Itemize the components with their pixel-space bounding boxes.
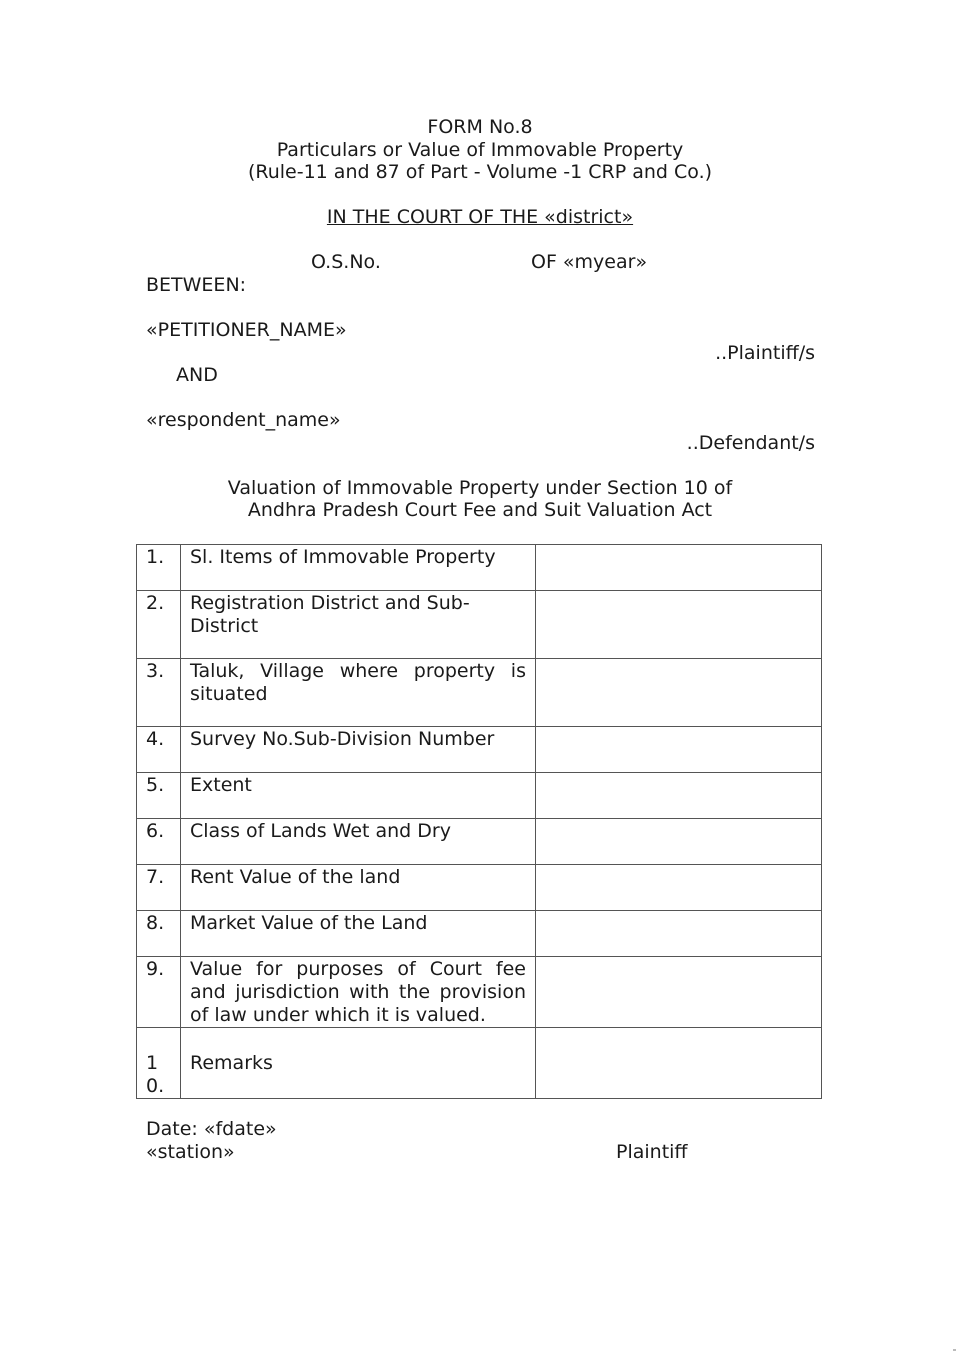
row-value bbox=[536, 865, 822, 911]
plaintiff-role: ..Plaintiff/s bbox=[715, 342, 815, 364]
table-row bbox=[137, 659, 822, 727]
row-value bbox=[536, 1028, 822, 1099]
row-item-cell bbox=[181, 1028, 536, 1099]
row-number: 6. bbox=[137, 819, 181, 865]
row-item: Sl. Items of Immovable Property bbox=[181, 545, 536, 591]
between-label: BETWEEN: bbox=[146, 274, 247, 296]
table-row bbox=[137, 591, 822, 659]
row-number: 3. bbox=[137, 659, 181, 727]
row-value bbox=[536, 911, 822, 957]
defendant-role: ..Defendant/s bbox=[686, 432, 815, 454]
row-number: 2. bbox=[137, 591, 181, 659]
row-value bbox=[536, 727, 822, 773]
row-item: Remarks bbox=[190, 1052, 273, 1074]
row-item: Taluk, Village where property is situated bbox=[181, 659, 536, 727]
court-heading-text: IN THE COURT OF THE «district» bbox=[326, 206, 634, 228]
court-heading bbox=[0, 206, 960, 229]
table-row bbox=[137, 911, 822, 957]
table-row bbox=[137, 727, 822, 773]
form-title: Particulars or Value of Immovable Property bbox=[276, 139, 684, 161]
row-value bbox=[536, 545, 822, 591]
row-number: 8. bbox=[137, 911, 181, 957]
form-rule-reference: (Rule-11 and 87 of Part - Volume -1 CRP and Co.) bbox=[247, 161, 713, 183]
and-label: AND bbox=[176, 364, 218, 386]
footer-signature-label: Plaintiff bbox=[616, 1141, 688, 1163]
footer-date: Date: «fdate» bbox=[146, 1118, 277, 1140]
row-item: Class of Lands Wet and Dry bbox=[181, 819, 536, 865]
row-item: Extent bbox=[181, 773, 536, 819]
row-number: 4. bbox=[137, 727, 181, 773]
os-number-label: O.S.No. bbox=[311, 251, 381, 273]
valuation-heading-line1: Valuation of Immovable Property under Section 10 of bbox=[227, 477, 733, 499]
row-number: 1. bbox=[137, 545, 181, 591]
respondent-name: «respondent_name» bbox=[146, 409, 341, 431]
row-item: Registration District and Sub-District bbox=[181, 591, 536, 659]
footer-station: «station» bbox=[146, 1141, 235, 1163]
row-value bbox=[536, 773, 822, 819]
row-value bbox=[536, 659, 822, 727]
row-item: Survey No.Sub-Division Number bbox=[181, 727, 536, 773]
table-row bbox=[137, 957, 822, 1028]
row-number: 7. bbox=[137, 865, 181, 911]
petitioner-name: «PETITIONER_NAME» bbox=[146, 319, 347, 341]
row-number: 9. bbox=[137, 957, 181, 1028]
property-table bbox=[136, 544, 822, 1099]
row-value bbox=[536, 591, 822, 659]
row-item: Market Value of the Land bbox=[181, 911, 536, 957]
row-number: 5. bbox=[137, 773, 181, 819]
case-year: OF «myear» bbox=[531, 251, 648, 273]
valuation-heading-line2: Andhra Pradesh Court Fee and Suit Valuation Act bbox=[247, 499, 713, 521]
form-number: FORM No.8 bbox=[427, 116, 533, 138]
table-row bbox=[137, 819, 822, 865]
table-row bbox=[137, 773, 822, 819]
table-row bbox=[137, 1028, 822, 1099]
row-item: Value for purposes of Court fee and jurisdiction with the provision of law under which it is valued. bbox=[181, 957, 536, 1028]
table-row bbox=[137, 865, 822, 911]
row-number-cell bbox=[137, 1028, 181, 1099]
row-item: Rent Value of the land bbox=[181, 865, 536, 911]
row-number: 10. bbox=[146, 1052, 165, 1097]
table-row bbox=[137, 545, 822, 591]
row-value bbox=[536, 957, 822, 1028]
row-value bbox=[536, 819, 822, 865]
page-corner-mark bbox=[953, 1349, 956, 1351]
